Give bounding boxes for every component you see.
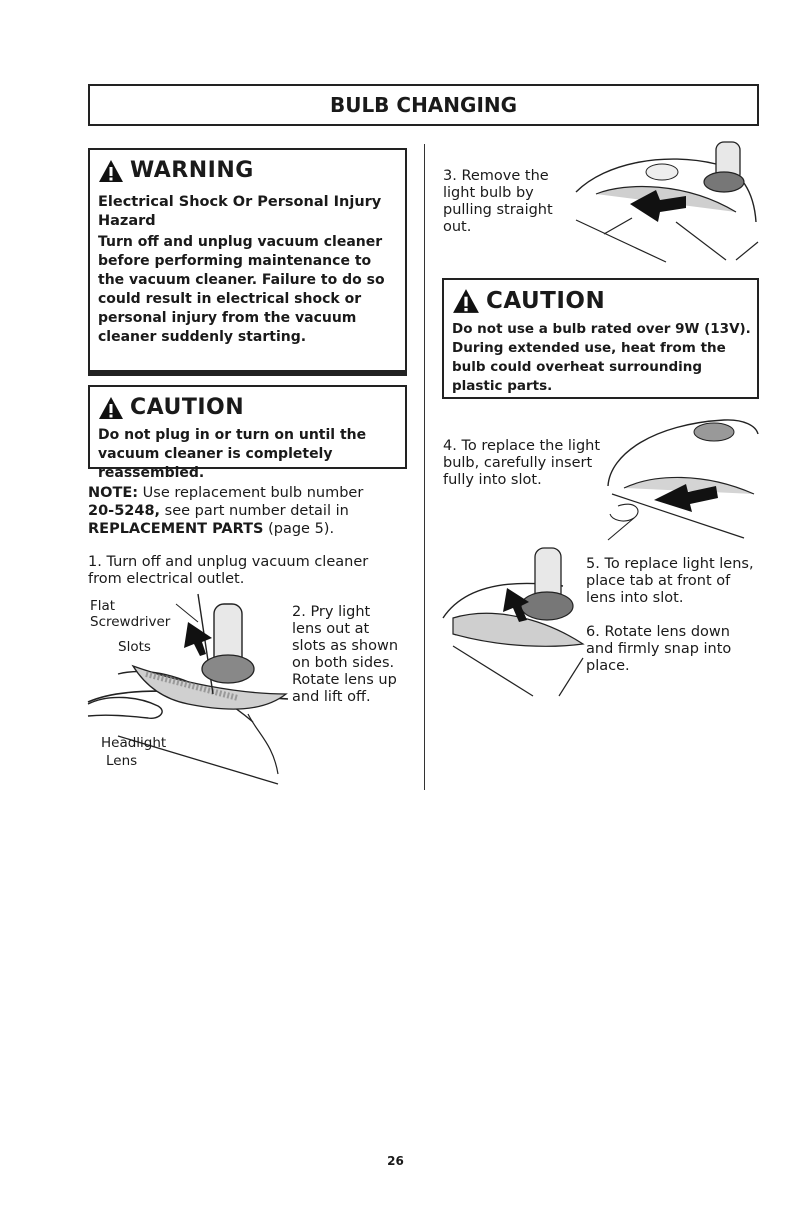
note-text-2: see part number detail in: [160, 503, 349, 519]
warning-triangle-icon: [98, 159, 124, 183]
warning-heading-text: WARNING: [130, 158, 254, 183]
label-flat: Flat: [90, 598, 116, 614]
step-5: 5. To replace light lens, place tab at front of lens into slot.: [586, 556, 754, 606]
replacement-note: [88, 484, 388, 538]
warning-heading: [98, 158, 399, 183]
caution-right-body: Do not use a bulb rated over 9W (13V). During extended use, heat from the bulb could overheat surrounding plastic parts.: [452, 321, 751, 394]
note-text-1: Use replacement bulb number: [138, 485, 364, 501]
label-slots: Slots: [118, 639, 151, 655]
insert-bulb-illustration: [604, 414, 758, 540]
step-2: 2. Pry light lens out at slots as shown on both sides. Rotate lens up and lift off.: [292, 604, 399, 705]
caution-box-left: [88, 385, 407, 481]
step-6: 6. Rotate lens down and firmly snap into place.: [586, 624, 732, 674]
caution-right-heading-text: CAUTION: [486, 288, 606, 314]
note-section-ref: REPLACEMENT PARTS: [88, 521, 264, 537]
warning-subheading: Electrical Shock Or Personal Injury Hazard: [98, 194, 382, 229]
page-title-text: BULB CHANGING: [329, 93, 518, 117]
column-divider: [424, 144, 425, 790]
page-title: [88, 84, 759, 126]
note-prefix: NOTE:: [88, 485, 139, 501]
warning-box: [88, 148, 407, 376]
remove-bulb-illustration: [566, 142, 758, 260]
label-screwdriver: Screwdriver: [90, 614, 171, 630]
note-part-number: 20-5248,: [88, 503, 161, 519]
label-lens: Lens: [106, 753, 138, 769]
caution-box-right: [442, 278, 759, 399]
caution-left-heading: [98, 395, 399, 420]
step-4: 4. To replace the light bulb, carefully insert fully into slot.: [443, 438, 601, 488]
label-headlight: Headlight: [101, 735, 167, 751]
page-number: 26: [387, 1154, 404, 1168]
warning-triangle-icon: [98, 396, 124, 420]
step-1: 1. Turn off and unplug vacuum cleaner from electrical outlet.: [88, 554, 369, 587]
step-3: 3. Remove the light bulb by pulling straight out.: [443, 168, 553, 235]
replace-lens-illustration: [443, 548, 583, 696]
caution-left-heading-text: CAUTION: [130, 395, 245, 420]
warning-body: Turn off and unplug vacuum cleaner before performing maintenance to the vacuum cleaner. Failure to do so could result in electrical shock or personal injury from the vacuum cleaner suddenly starting.: [98, 234, 385, 345]
caution-left-body: Do not plug in or turn on until the vacuum cleaner is completely reassembled.: [98, 427, 367, 481]
caution-right-heading: [452, 288, 751, 314]
warning-triangle-icon: [452, 288, 480, 314]
note-text-3: (page 5).: [263, 521, 335, 537]
